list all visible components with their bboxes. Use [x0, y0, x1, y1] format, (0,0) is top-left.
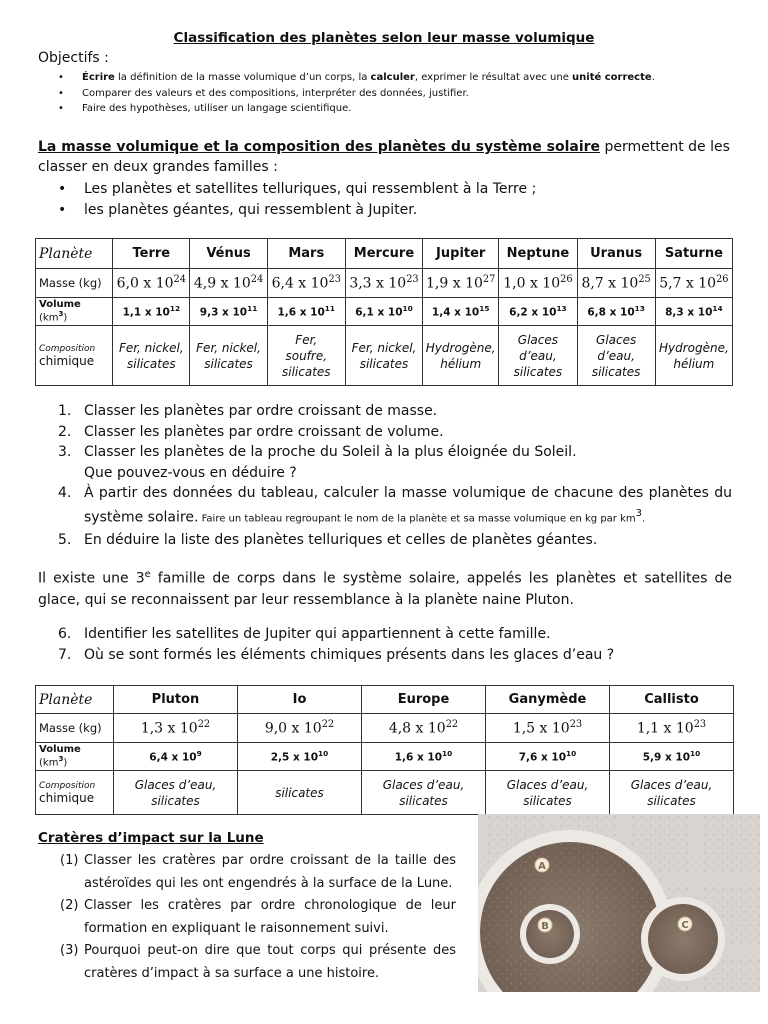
row-volume	[36, 298, 733, 326]
col-header: Callisto	[610, 686, 734, 714]
composition-cell: Glaces d’eau, silicates	[577, 326, 655, 386]
label-b: B	[541, 921, 549, 932]
col-header: Uranus	[577, 239, 655, 269]
volume-cell: 1,6 x $10^{11}$	[267, 298, 345, 326]
mass-cell: 1,0 x $10^{26}$	[499, 269, 577, 298]
questions-list-1	[38, 401, 732, 550]
volume-cell: 6,8 x $10^{13}$	[577, 298, 655, 326]
objective-item: • Comparer des valeurs et des compositions, interpréter des données, justifier.	[58, 86, 655, 102]
row-label-volume: Volume $(km^3)$	[36, 298, 113, 326]
mass-cell: 1,9 x $10^{27}$	[423, 269, 499, 298]
label-a: A	[538, 861, 546, 872]
row-label-mass: Masse (kg)	[36, 714, 114, 743]
mass-cell: 1,1 x $10^{23}$	[610, 714, 734, 743]
page-title: Classification des planètes selon leur masse volumique	[173, 30, 595, 46]
volume-cell: 1,1 x $10^{12}$	[113, 298, 190, 326]
row-planet	[36, 686, 734, 714]
composition-cell: Glaces d’eau, silicates	[610, 771, 734, 815]
mass-cell: 5,7 x $10^{26}$	[655, 269, 732, 298]
volume-cell: 2,5 x $10^{10}$	[238, 743, 362, 771]
moon-craters-image	[478, 814, 760, 992]
volume-cell: 1,4 x $10^{15}$	[423, 298, 499, 326]
planets-table	[35, 238, 733, 386]
row-label-planet: Planète	[36, 686, 114, 714]
volume-cell: 7,6 x $10^{10}$	[486, 743, 610, 771]
col-header: Ganymède	[486, 686, 610, 714]
row-label-composition: Composition chimique	[36, 771, 114, 815]
composition-cell: Glaces d’eau, silicates	[486, 771, 610, 815]
row-planet	[36, 239, 733, 269]
row-volume	[36, 743, 734, 771]
intro-bullet: • les planètes géantes, qui ressemblent à Jupiter.	[58, 200, 536, 221]
col-header: Saturne	[655, 239, 732, 269]
composition-cell: Hydrogène, hélium	[423, 326, 499, 386]
crater-question: (2) Classer les cratères par ordre chronologique de leur formation en expliquant le raisonnement suivi.	[60, 898, 456, 936]
questions-list-2	[38, 624, 732, 665]
objective-item: • Faire des hypothèses, utiliser un langage scientifique.	[58, 101, 655, 117]
question-item: 3. Classer les planètes de la proche du Soleil à la plus éloignée du Soleil. Que pouvez-vous en déduire ?	[58, 444, 577, 481]
question-item: 1. Classer les planètes par ordre croissant de masse.	[58, 403, 438, 419]
volume-cell: 6,2 x $10^{13}$	[499, 298, 577, 326]
objectives-list	[58, 70, 655, 117]
volume-cell: 6,4 x $10^9$	[114, 743, 238, 771]
row-composition	[36, 326, 733, 386]
mass-cell: 1,3 x $10^{22}$	[114, 714, 238, 743]
craters-questions	[38, 850, 456, 985]
mass-cell: 3,3 x $10^{23}$	[345, 269, 422, 298]
composition-cell: Fer, nickel, silicates	[113, 326, 190, 386]
mass-cell: 9,0 x $10^{22}$	[238, 714, 362, 743]
question-item: 5. En déduire la liste des planètes telluriques et celles de planètes géantes.	[58, 531, 598, 548]
mass-cell: 8,7 x $10^{25}$	[577, 269, 655, 298]
composition-cell: Fer, nickel, silicates	[190, 326, 267, 386]
row-label-composition: Composition chimique	[36, 326, 113, 386]
row-mass	[36, 714, 734, 743]
row-mass	[36, 269, 733, 298]
intro-bullet: • Les planètes et satellites telluriques, qui ressemblent à la Terre ;	[58, 179, 536, 200]
col-header: Mars	[267, 239, 345, 269]
row-label-volume: Volume $(km^3)$	[36, 743, 114, 771]
question-item: 7. Où se sont formés les éléments chimiques présents dans les glaces d’eau ?	[58, 646, 615, 663]
mass-cell: 1,5 x $10^{23}$	[486, 714, 610, 743]
ice-family-paragraph: Il existe une 3e famille de corps dans le système solaire, appelés les planètes et satellites de glace, qui se reconnaissent par leur ressemblance à la planète naine Pluton.	[38, 569, 733, 608]
col-header: Europe	[362, 686, 486, 714]
row-label-planet: Planète	[36, 239, 113, 269]
col-header: Neptune	[499, 239, 577, 269]
question-item: 6. Identifier les satellites de Jupiter qui appartiennent à cette famille.	[58, 626, 551, 642]
col-header: Mercure	[345, 239, 422, 269]
row-label-mass: Masse (kg)	[36, 269, 113, 298]
col-header: Pluton	[114, 686, 238, 714]
craters-title: Cratères d’impact sur la Lune	[38, 830, 264, 846]
crater-c-floor	[648, 904, 718, 974]
composition-cell: Glaces d’eau, silicates	[114, 771, 238, 815]
composition-cell: silicates	[238, 771, 362, 815]
composition-cell: Fer, soufre, silicates	[267, 326, 345, 386]
question-item: 2. Classer les planètes par ordre croissant de volume.	[58, 423, 444, 440]
questions-block-1	[38, 401, 732, 550]
questions-block-2	[38, 624, 732, 665]
col-header: Jupiter	[423, 239, 499, 269]
volume-cell: 1,6 x $10^{10}$	[362, 743, 486, 771]
row-composition	[36, 771, 734, 815]
volume-cell: 5,9 x $10^{10}$	[610, 743, 734, 771]
volume-cell: 9,3 x $10^{11}$	[190, 298, 267, 326]
col-header: Io	[238, 686, 362, 714]
composition-cell: Hydrogène, hélium	[655, 326, 732, 386]
volume-cell: 6,1 x $10^{10}$	[345, 298, 422, 326]
intro-paragraph: La masse volumique et la composition des planètes du système solaire permettent de les classer en deux grandes familles :	[38, 139, 730, 175]
mass-cell: 4,8 x $10^{22}$	[362, 714, 486, 743]
crater-b-floor	[526, 910, 574, 958]
label-c: C	[681, 920, 689, 931]
mass-cell: 4,9 x $10^{24}$	[190, 269, 267, 298]
question-item: 4. À partir des données du tableau, calculer la masse volumique de chacune des planètes du système solaire. Faire un tableau regroupant le nom de la planète et sa masse volumique en kg par $km^3$.	[58, 485, 732, 526]
col-header: Vénus	[190, 239, 267, 269]
objectives-heading: Objectifs :	[38, 50, 109, 66]
composition-cell: Fer, nickel, silicates	[345, 326, 422, 386]
mass-cell: 6,0 x $10^{24}$	[113, 269, 190, 298]
composition-cell: Glaces d’eau, silicates	[362, 771, 486, 815]
volume-cell: 8,3 x $10^{14}$	[655, 298, 732, 326]
crater-question: (1) Classer les cratères par ordre croissant de la taille des astéroïdes qui les ont engendrés à la surface de la Lune.	[60, 853, 456, 891]
objective-item: • Écrire la définition de la masse volumique d’un corps, la calculer, exprimer le résultat avec une unité correcte.	[58, 70, 655, 86]
col-header: Terre	[113, 239, 190, 269]
crater-question: (3) Pourquoi peut-on dire que tout corps qui présente des cratères d’impact à sa surface a une histoire.	[60, 943, 456, 981]
composition-cell: Glaces d’eau, silicates	[499, 326, 577, 386]
mass-cell: 6,4 x $10^{23}$	[267, 269, 345, 298]
intro-bullets	[58, 179, 536, 221]
ice-bodies-table	[35, 685, 734, 815]
